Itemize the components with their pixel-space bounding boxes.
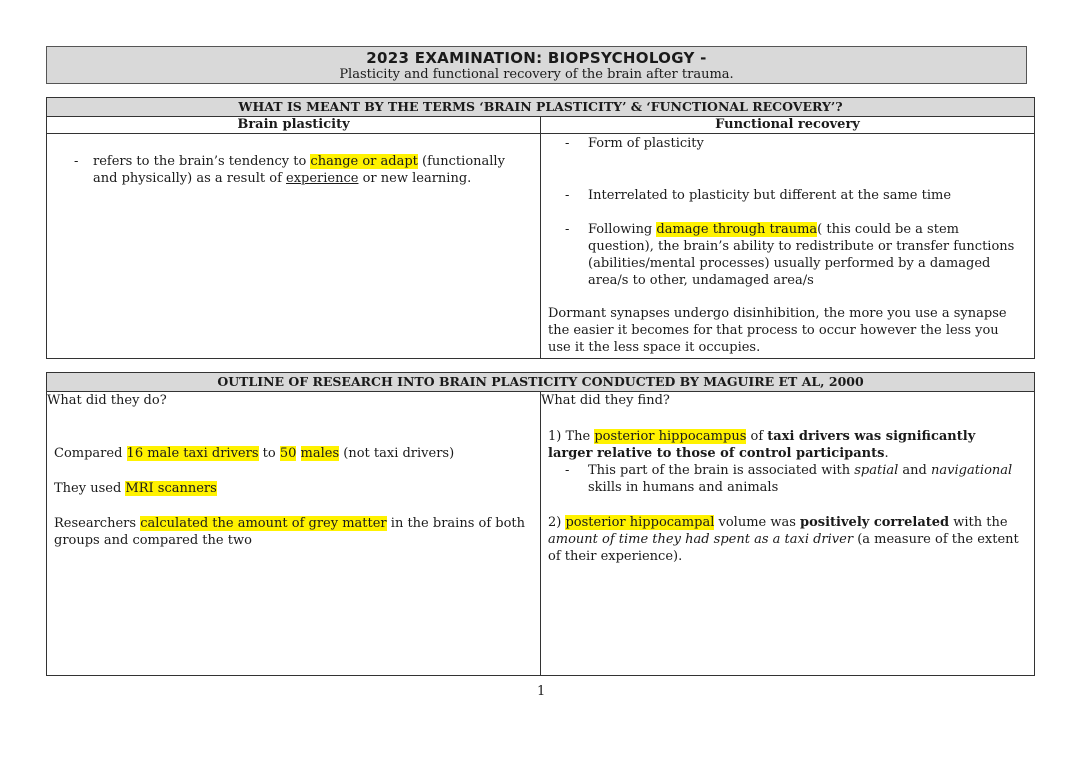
- page-number: 1: [537, 684, 546, 699]
- method-sample: Compared 16 male taxi drivers to 50 males (not taxi drivers): [54, 446, 455, 461]
- what-did-they-do-header: What did they do?: [47, 393, 167, 408]
- page-subtitle: Plasticity and functional recovery of the brain after trauma.: [339, 67, 734, 82]
- recovery-point-3: - Following damage through trauma( this could be a stem question), the brain’s ability to redistribute or transfer functions (abilities/mental processes) usually performed by a damaged area/s to other, undamaged area/s: [541, 221, 1024, 289]
- functional-recovery-cell: [541, 134, 1035, 359]
- finding-2: 2) posterior hippocampal volume was positively correlated with the amount of time they had spent as a taxi driver (a measure of the extent of their experience).: [548, 515, 1019, 564]
- dormant-synapses-note: Dormant synapses undergo disinhibition, the more you use a synapse the easier it becomes for that process to occur however the less you use it the less space it occupies.: [548, 306, 1007, 355]
- recovery-point-2: - Interrelated to plasticity but different at the same time: [541, 187, 1024, 204]
- recovery-point-1: - Form of plasticity: [541, 135, 1024, 152]
- plasticity-definition: - refers to the brain’s tendency to change or adapt (functionally and physically) as a result of experience or new learning.: [47, 153, 522, 187]
- definitions-table: [46, 97, 1035, 359]
- research-banner: OUTLINE OF RESEARCH INTO BRAIN PLASTICITY CONDUCTED BY MAGUIRE ET AL, 2000: [47, 373, 1035, 392]
- finding-1-detail: - This part of the brain is associated with spatial and navigational skills in humans and animals: [541, 462, 1024, 496]
- what-did-they-find-cell: [541, 392, 1035, 676]
- definitions-banner: WHAT IS MEANT BY THE TERMS ‘BRAIN PLASTICITY’ & ‘FUNCTIONAL RECOVERY’?: [47, 98, 1035, 117]
- brain-plasticity-header: Brain plasticity: [47, 117, 541, 134]
- method-mri: They used MRI scanners: [54, 481, 217, 496]
- brain-plasticity-cell: [47, 134, 541, 359]
- what-did-they-do-cell: [47, 392, 541, 676]
- document-title-box: [46, 46, 1027, 84]
- page-title: 2023 EXAMINATION: BIOPSYCHOLOGY -: [366, 49, 707, 67]
- research-table: [46, 372, 1035, 676]
- method-grey-matter: Researchers calculated the amount of grey matter in the brains of both groups and compared the two: [54, 516, 526, 548]
- functional-recovery-header: Functional recovery: [541, 117, 1035, 134]
- finding-1: 1) The posterior hippocampus of taxi drivers was significantly larger relative to those of control participants.: [548, 429, 976, 461]
- what-did-they-find-header: What did they find?: [541, 393, 670, 408]
